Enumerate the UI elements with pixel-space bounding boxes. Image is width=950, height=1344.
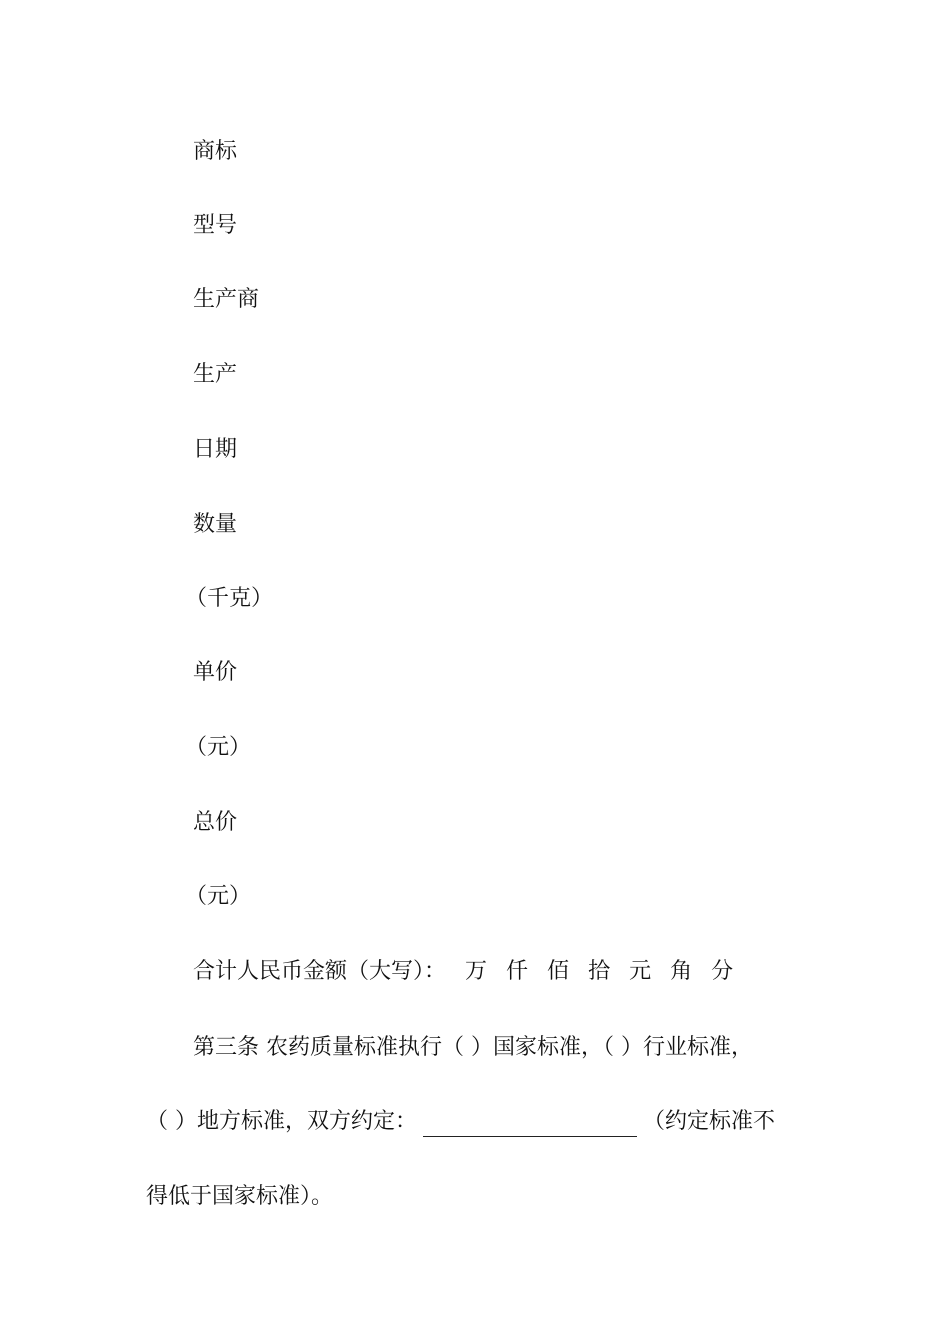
article3-line2-after: （约定标准不	[643, 1109, 776, 1134]
field-quantity: 数量	[193, 512, 238, 537]
field-manufacturer: 生产商	[193, 287, 260, 312]
field-unit-price-unit: （元）	[185, 735, 252, 760]
total-amount-line	[193, 957, 745, 987]
total-amount-label: 合计人民币金额（大写）：	[193, 959, 447, 984]
field-total-price: 总价	[193, 810, 238, 835]
field-brand: 商标	[193, 139, 238, 164]
unit-fen: 分	[711, 959, 734, 984]
field-production: 生产	[193, 362, 238, 387]
field-unit-price: 单价	[193, 660, 238, 685]
field-date: 日期	[193, 437, 238, 462]
field-quantity-unit: （千克）	[185, 586, 274, 611]
article3-line2	[146, 1107, 775, 1137]
unit-qian: 仟	[506, 959, 529, 984]
article3-line3: 得低于国家标准）。	[146, 1184, 334, 1209]
agreed-standard-blank[interactable]	[423, 1114, 637, 1137]
unit-yuan: 元	[629, 959, 652, 984]
unit-wan: 万	[465, 959, 488, 984]
unit-shi: 拾	[588, 959, 611, 984]
field-model: 型号	[193, 213, 238, 238]
article3-line2-before: （ ）地方标准，双方约定：	[146, 1109, 417, 1134]
unit-jiao: 角	[670, 959, 693, 984]
article3-line1: 第三条 农药质量标准执行（ ）国家标准，（ ）行业标准，	[193, 1035, 753, 1060]
unit-bai: 佰	[547, 959, 570, 984]
field-total-price-unit: （元）	[185, 884, 252, 909]
